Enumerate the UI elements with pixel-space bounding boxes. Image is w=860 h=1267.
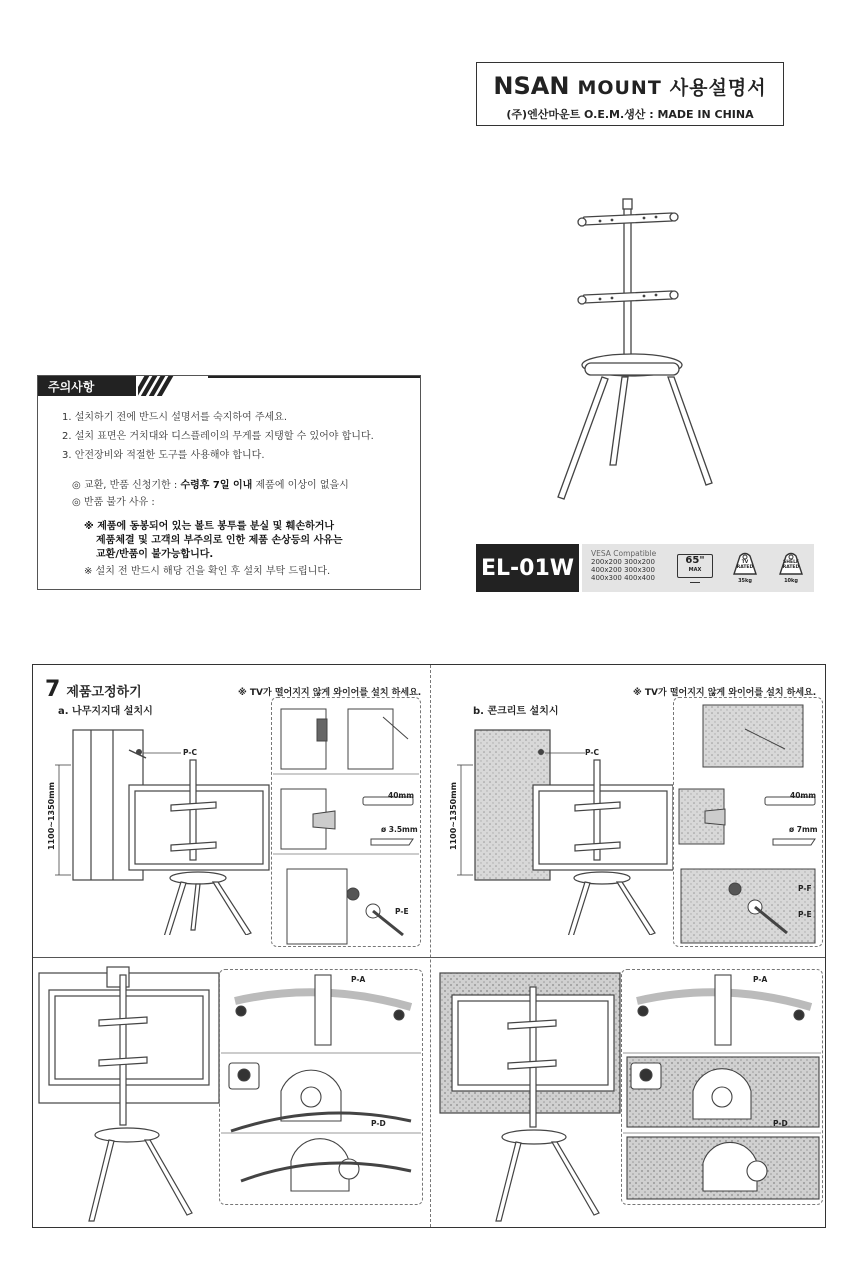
install-panel [32,664,826,1228]
manual-header [476,62,784,126]
refuse-line-1: ※ 제품에 동봉되어 있는 볼트 봉투를 분실 및 훼손하거나 [84,521,335,532]
notice-item-2: 2. 설치 표면은 거치대와 디스플레이의 무게를 지탱할 수 있어야 합니다. [62,431,374,442]
screen-size: 65" [685,555,705,566]
screen-max: MAX [688,567,702,573]
tv-label-2: RATED [736,565,754,570]
notice-tab: 주의사항 [38,376,136,396]
concrete-wire-step-drawings [623,971,821,1203]
exchange-deadline: 수령후 7일 이내 [180,480,253,491]
refuse-line-3: 교환/반품이 불가능합니다. [96,549,214,560]
refuse-title: ◎ 반품 불가 사유 : [72,497,155,508]
height-dimension-wood: 1100~1350mm [47,782,56,850]
label-pc-concrete: P-C [585,748,599,757]
step-number: 7 [45,677,61,702]
label-pe-concrete: P-E [798,910,812,919]
model-badge: EL-01W [476,544,579,592]
label-length-concrete: 40mm [790,791,817,800]
step-title [45,677,142,702]
notice-item-3: 3. 안전장비와 적절한 도구를 사용해야 합니다. [62,450,265,461]
exchange-period [72,476,349,491]
label-pd-left: P-D [371,1119,386,1128]
concrete-step-drawings [675,699,821,945]
label-pa-right: P-A [753,975,768,984]
notice-slashes [138,376,208,396]
final-note: ※ 설치 전 반드시 해당 건을 확인 후 설치 부탁 드립니다. [84,566,331,577]
label-pd-right: P-D [773,1119,788,1128]
screen-size-icon [677,554,713,578]
exchange-condition: 제품에 이상이 없을시 [252,480,349,491]
height-dimension-concrete: 1100~1350mm [449,782,458,850]
notice-item-1: 1. 설치하기 전에 반드시 설명서를 숙지하여 주세요. [62,412,287,423]
vesa-row-2: 400x200 300x300 [591,566,655,574]
manual-title: 사용설명서 [669,77,767,99]
concrete-install-illustration [453,720,673,935]
label-pe-wood: P-E [395,907,409,916]
step-title-text: 제품고정하기 [66,685,142,700]
tv-weight: 35kg [738,578,752,584]
label-pa-left: P-A [351,975,366,984]
vesa-info [591,550,656,582]
wood-wire-illustration [37,965,223,1225]
shelf-label-1: SHELF [782,560,800,565]
sub-title-wood: a. 나무지지대 설치시 [58,706,153,717]
tv-label-1: TV [741,560,749,565]
panel-vertical-divider [430,665,431,1227]
vesa-title: VESA Compatible [591,549,657,558]
label-drill-wood: ø 3.5mm [381,825,418,834]
shelf-weight: 10kg [784,578,798,584]
wood-install-illustration [51,720,271,935]
concrete-wire-illustration [438,965,624,1225]
exchange-prefix: ◎ 교환, 반품 신청기한 : [72,480,181,491]
shelf-rated-label [778,560,804,570]
warning-right: ※ TV가 떨어지지 않게 와이어를 설치 하세요. [633,688,817,698]
label-drill-concrete: ø 7mm [789,825,818,834]
spec-bar [582,544,814,592]
brand-name: MOUNT [577,77,662,99]
brand-line [477,72,783,100]
panel-horizontal-divider [33,957,825,958]
vesa-row-3: 400x300 400x400 [591,574,655,582]
label-length-wood: 40mm [388,791,415,800]
shelf-label-2: RATED [782,565,800,570]
warning-left: ※ TV가 떨어지지 않게 와이어를 설치 하세요. [238,688,422,698]
label-pc-wood: P-C [183,748,197,757]
wood-wire-step-drawings [221,971,421,1203]
tv-rated-label [732,560,758,570]
sub-title-concrete: b. 콘크리트 설치시 [473,706,559,717]
manufacturer-line: (주)엔산마운트 O.E.M.생산 : MADE IN CHINA [506,108,754,121]
brand-logo: NSAN [493,72,570,100]
stand-illustration [540,195,720,505]
label-pf-concrete: P-F [798,884,812,893]
vesa-row-1: 200x200 300x200 [591,558,655,566]
notice-rule [208,376,420,378]
refuse-line-2: 제품체결 및 고객의 부주의로 인한 제품 손상등의 사유는 [96,535,343,546]
notice-box [37,375,421,590]
